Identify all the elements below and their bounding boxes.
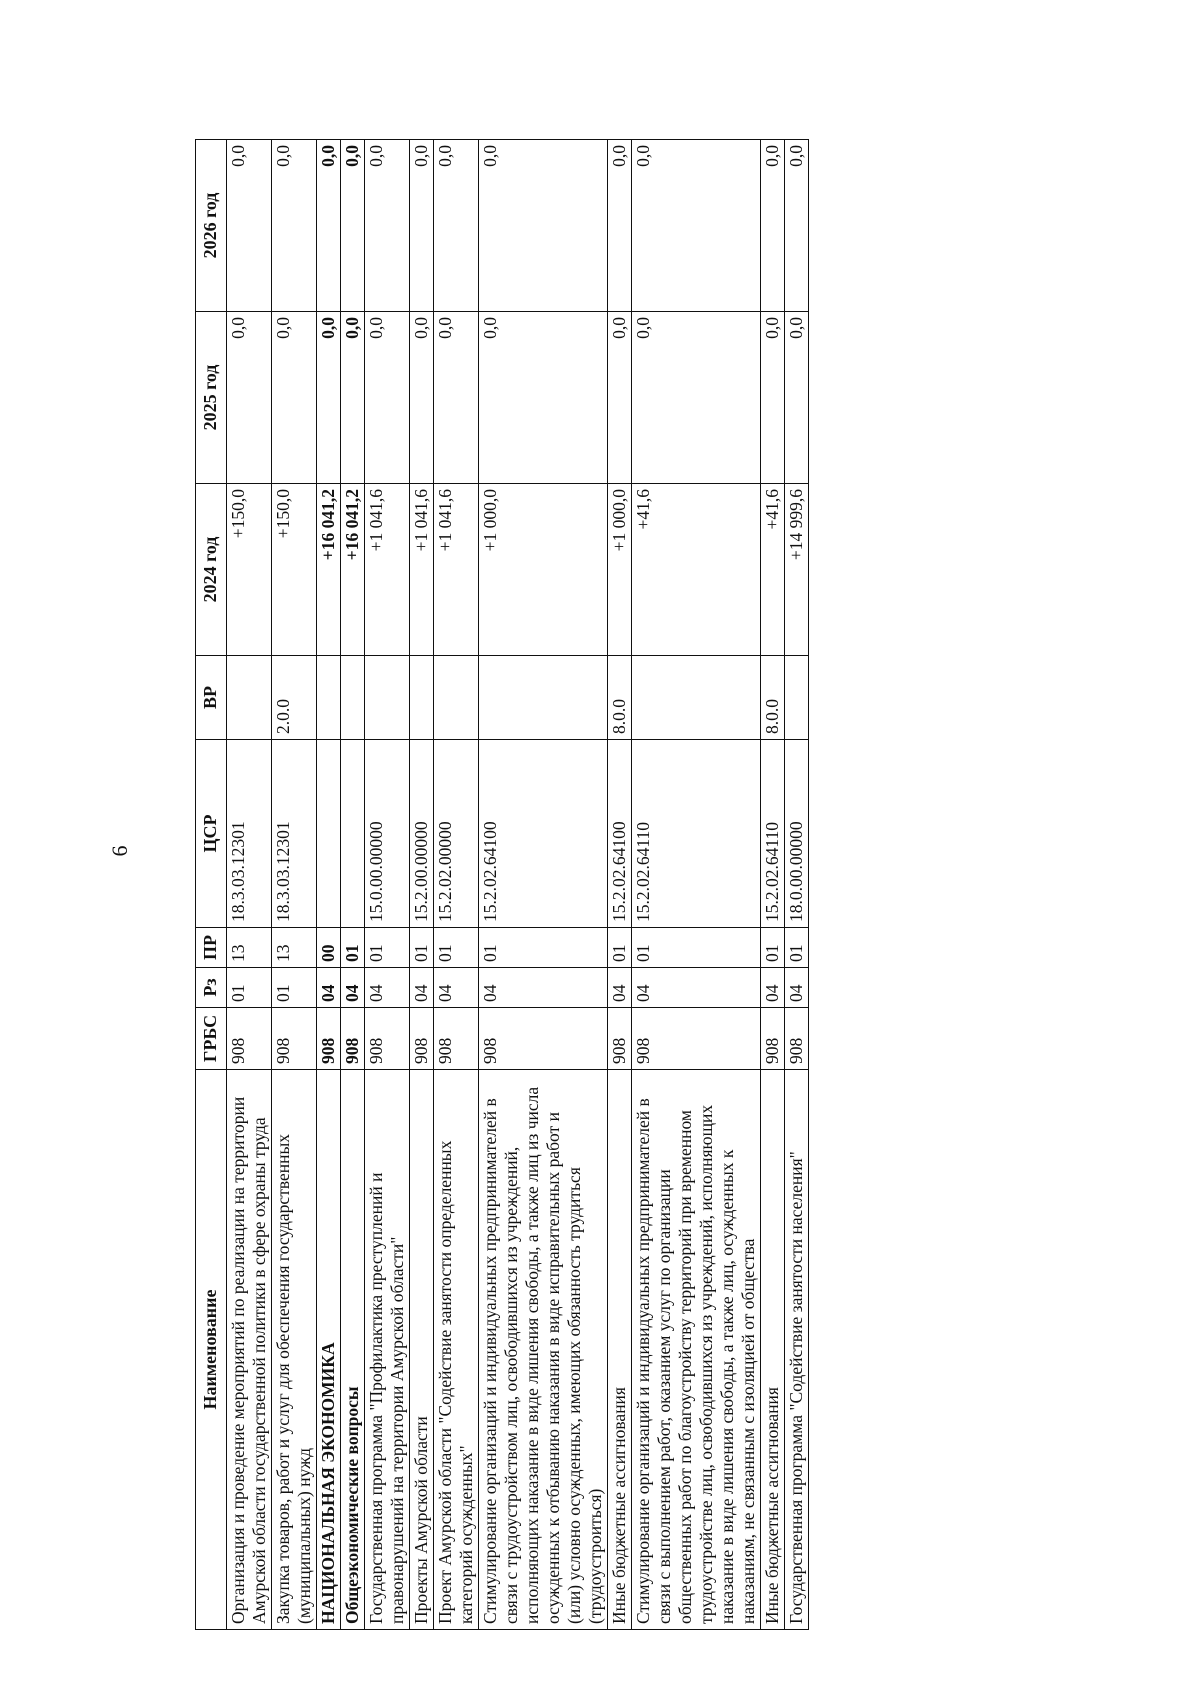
cell-rz: 04 xyxy=(631,968,760,1008)
cell-2025: 0,0 xyxy=(478,312,607,484)
header-vr: ВР xyxy=(196,656,227,740)
cell-2025: 0,0 xyxy=(433,312,478,484)
cell-2025: 0,0 xyxy=(607,312,631,484)
cell-vr xyxy=(784,656,808,740)
cell-csr: 15.2.00.00000 xyxy=(409,740,433,928)
cell-rz: 04 xyxy=(607,968,631,1008)
cell-pr: 01 xyxy=(478,928,607,968)
cell-2026: 0,0 xyxy=(433,140,478,312)
cell-grbs: 908 xyxy=(409,1008,433,1070)
cell-2024: +1 000,0 xyxy=(478,484,607,656)
cell-vr: 8.0.0 xyxy=(607,656,631,740)
header-grbs: ГРБС xyxy=(196,1008,227,1070)
cell-2024: +1 041,6 xyxy=(364,484,409,656)
cell-grbs: 908 xyxy=(478,1008,607,1070)
table-row xyxy=(433,140,478,1630)
cell-2026: 0,0 xyxy=(316,140,340,312)
table-row xyxy=(364,140,409,1630)
cell-vr: 8.0.0 xyxy=(760,656,784,740)
cell-2026: 0,0 xyxy=(364,140,409,312)
cell-2026: 0,0 xyxy=(478,140,607,312)
header-2025: 2025 год xyxy=(196,312,227,484)
cell-pr: 01 xyxy=(760,928,784,968)
cell-pr: 01 xyxy=(631,928,760,968)
cell-2026: 0,0 xyxy=(760,140,784,312)
cell-rz: 04 xyxy=(433,968,478,1008)
table-row xyxy=(409,140,433,1630)
table-body xyxy=(226,140,808,1630)
cell-csr: 15.2.02.00000 xyxy=(433,740,478,928)
cell-csr: 18.3.03.12301 xyxy=(226,740,271,928)
cell-rz: 01 xyxy=(226,968,271,1008)
cell-2024: +16 041,2 xyxy=(340,484,364,656)
cell-grbs: 908 xyxy=(364,1008,409,1070)
table-row xyxy=(478,140,607,1630)
table-row xyxy=(607,140,631,1630)
cell-name: Закупка товаров, работ и услуг для обеспечения государственных (муниципальных) нужд xyxy=(271,1070,316,1630)
cell-name: Общеэкономические вопросы xyxy=(340,1070,364,1630)
cell-grbs: 908 xyxy=(340,1008,364,1070)
table-row xyxy=(784,140,808,1630)
cell-name: Иные бюджетные ассигнования xyxy=(760,1070,784,1630)
budget-table xyxy=(195,139,809,1630)
cell-2024: +16 041,2 xyxy=(316,484,340,656)
cell-2026: 0,0 xyxy=(409,140,433,312)
table-row xyxy=(340,140,364,1630)
cell-rz: 04 xyxy=(784,968,808,1008)
page-number: 6 xyxy=(107,845,132,857)
cell-2024: +1 041,6 xyxy=(433,484,478,656)
cell-vr xyxy=(226,656,271,740)
cell-csr: 15.2.02.64100 xyxy=(478,740,607,928)
cell-csr: 18.0.00.00000 xyxy=(784,740,808,928)
cell-2025: 0,0 xyxy=(784,312,808,484)
table-row xyxy=(316,140,340,1630)
cell-csr: 15.2.02.64100 xyxy=(607,740,631,928)
cell-name: Иные бюджетные ассигнования xyxy=(607,1070,631,1630)
cell-grbs: 908 xyxy=(784,1008,808,1070)
cell-csr: 15.2.02.64110 xyxy=(631,740,760,928)
header-2026: 2026 год xyxy=(196,140,227,312)
cell-2024: +150,0 xyxy=(271,484,316,656)
cell-grbs: 908 xyxy=(607,1008,631,1070)
cell-2025: 0,0 xyxy=(316,312,340,484)
cell-pr: 01 xyxy=(364,928,409,968)
cell-vr xyxy=(478,656,607,740)
cell-grbs: 908 xyxy=(760,1008,784,1070)
cell-2024: +41,6 xyxy=(760,484,784,656)
table-row xyxy=(271,140,316,1630)
cell-2026: 0,0 xyxy=(340,140,364,312)
cell-2026: 0,0 xyxy=(784,140,808,312)
cell-pr: 13 xyxy=(226,928,271,968)
cell-csr: 15.2.02.64110 xyxy=(760,740,784,928)
header-rz: Рз xyxy=(196,968,227,1008)
cell-rz: 04 xyxy=(364,968,409,1008)
cell-2025: 0,0 xyxy=(409,312,433,484)
cell-2026: 0,0 xyxy=(226,140,271,312)
cell-rz: 04 xyxy=(340,968,364,1008)
cell-pr: 01 xyxy=(784,928,808,968)
cell-pr: 01 xyxy=(433,928,478,968)
cell-grbs: 908 xyxy=(433,1008,478,1070)
cell-vr xyxy=(433,656,478,740)
cell-pr: 13 xyxy=(271,928,316,968)
cell-name: Проекты Амурской области xyxy=(409,1070,433,1630)
header-name: Наименование xyxy=(196,1070,227,1630)
cell-csr: 15.0.00.00000 xyxy=(364,740,409,928)
cell-2024: +41,6 xyxy=(631,484,760,656)
cell-vr xyxy=(631,656,760,740)
cell-name: Государственная программа "Содействие занятости населения" xyxy=(784,1070,808,1630)
cell-2026: 0,0 xyxy=(607,140,631,312)
header-csr: ЦСР xyxy=(196,740,227,928)
cell-vr xyxy=(340,656,364,740)
table-row xyxy=(631,140,760,1630)
cell-name: Организация и проведение мероприятий по реализации на территории Амурской области государственной политики в сфере охраны труда xyxy=(226,1070,271,1630)
header-pr: ПР xyxy=(196,928,227,968)
cell-2024: +1 000,0 xyxy=(607,484,631,656)
cell-2024: +150,0 xyxy=(226,484,271,656)
cell-rz: 01 xyxy=(271,968,316,1008)
cell-name: Стимулирование организаций и индивидуальных предпринимателей в связи с трудоустройством лиц, освободившихся из учреждений, исполняющих наказание в виде лишения свободы, а также лиц из числа осужденных к отбыванию наказания в виде исправительных работ и (или) условно осужденных, имеющих обязанность трудиться (трудоустроиться) xyxy=(478,1070,607,1630)
cell-rz: 04 xyxy=(316,968,340,1008)
cell-pr: 01 xyxy=(340,928,364,968)
cell-pr: 01 xyxy=(607,928,631,968)
cell-rz: 04 xyxy=(478,968,607,1008)
cell-grbs: 908 xyxy=(631,1008,760,1070)
cell-name: НАЦИОНАЛЬНАЯ ЭКОНОМИКА xyxy=(316,1070,340,1630)
cell-2025: 0,0 xyxy=(760,312,784,484)
rotated-table-wrapper xyxy=(195,140,1080,1630)
cell-name: Государственная программа "Профилактика преступлений и правонарушений на территории Амурской области" xyxy=(364,1070,409,1630)
header-2024: 2024 год xyxy=(196,484,227,656)
cell-2026: 0,0 xyxy=(271,140,316,312)
cell-2024: +14 999,6 xyxy=(784,484,808,656)
cell-2025: 0,0 xyxy=(631,312,760,484)
cell-vr xyxy=(364,656,409,740)
cell-rz: 04 xyxy=(760,968,784,1008)
cell-vr: 2.0.0 xyxy=(271,656,316,740)
cell-vr xyxy=(409,656,433,740)
cell-vr xyxy=(316,656,340,740)
table-header-row xyxy=(196,140,227,1630)
cell-2025: 0,0 xyxy=(364,312,409,484)
table-row xyxy=(226,140,271,1630)
cell-2025: 0,0 xyxy=(226,312,271,484)
cell-name: Проект Амурской области "Содействие занятости определенных категорий осужденных" xyxy=(433,1070,478,1630)
cell-grbs: 908 xyxy=(271,1008,316,1070)
cell-2025: 0,0 xyxy=(271,312,316,484)
cell-2024: +1 041,6 xyxy=(409,484,433,656)
cell-csr xyxy=(340,740,364,928)
cell-csr: 18.3.03.12301 xyxy=(271,740,316,928)
cell-grbs: 908 xyxy=(226,1008,271,1070)
cell-pr: 00 xyxy=(316,928,340,968)
cell-pr: 01 xyxy=(409,928,433,968)
cell-2026: 0,0 xyxy=(631,140,760,312)
table-row xyxy=(760,140,784,1630)
cell-rz: 04 xyxy=(409,968,433,1008)
cell-name: Стимулирование организаций и индивидуальных предпринимателей в связи с выполнением работ, оказанием услуг по организации общественных работ по благоустройству территорий при временном трудоустройстве лиц, освободившихся из учреждений, исполняющих наказание в виде лишения свободы, а также лиц, осужденных к наказаниям, не связанным с изоляцией от общества xyxy=(631,1070,760,1630)
cell-csr xyxy=(316,740,340,928)
cell-2025: 0,0 xyxy=(340,312,364,484)
cell-grbs: 908 xyxy=(316,1008,340,1070)
